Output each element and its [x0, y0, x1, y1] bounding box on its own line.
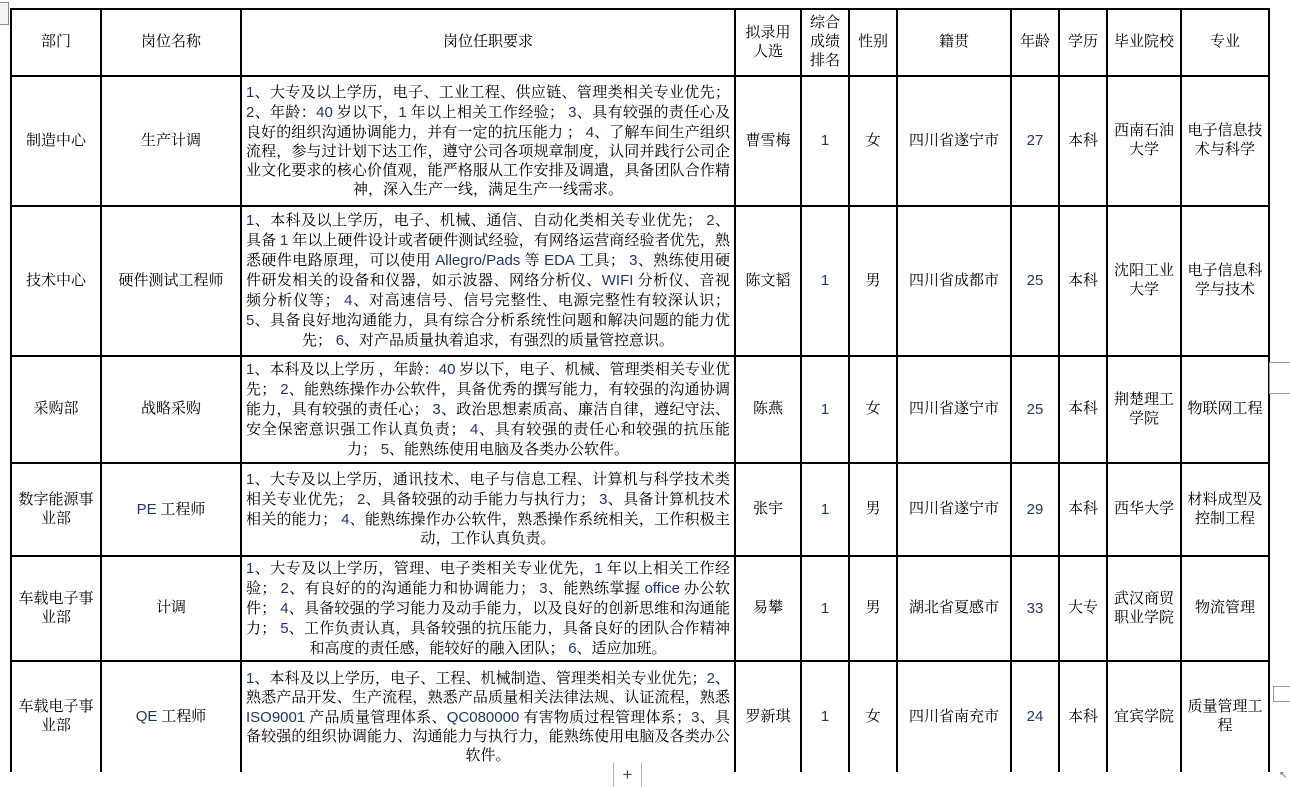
cell-rank[interactable]: 1 [801, 463, 849, 556]
cell-position[interactable]: PE 工程师 [101, 463, 241, 556]
table-row [11, 356, 1269, 463]
cell-rank[interactable]: 1 [801, 76, 849, 206]
header-cell-7[interactable]: 年龄 [1011, 9, 1059, 76]
cell-education[interactable]: 本科 [1059, 76, 1107, 206]
cell-candidate[interactable]: 罗新琪 [735, 661, 801, 773]
cell-hometown[interactable]: 湖北省夏感市 [897, 556, 1011, 661]
cell-hometown[interactable]: 四川省遂宁市 [897, 356, 1011, 463]
cell-major[interactable]: 物联网工程 [1181, 356, 1269, 463]
header-cell-5[interactable]: 性别 [849, 9, 897, 76]
header-cell-8[interactable]: 学历 [1059, 9, 1107, 76]
cell-rank[interactable]: 1 [801, 661, 849, 773]
cell-position[interactable]: 计调 [101, 556, 241, 661]
cell-department[interactable]: 制造中心 [11, 76, 101, 206]
cell-candidate[interactable]: 曹雪梅 [735, 76, 801, 206]
right-edge-fragment [1273, 686, 1290, 702]
cell-candidate[interactable]: 陈燕 [735, 356, 801, 463]
header-cell-1[interactable]: 岗位名称 [101, 9, 241, 76]
cell-department[interactable]: 车载电子事业部 [11, 661, 101, 773]
cell-requirements[interactable]: 1、大专及以上学历，电子、工业工程、供应链、管理类相关专业优先；2、年龄：40 岁以下，1 年以上相关工作经验； 3、具有较强的责任心及良好的组织沟通协调能力，并有一定的抗压能力 ； 4、了解车间生产组织流程，参与过计划下达工作，遵守公司各项规章制度，认同并践行公司企业文化要求的核心价值观，能严格服从工作安排及调遣，具备团队合作精神，深入生产一线，满足生产一线需求。 [241, 76, 735, 206]
cell-requirements[interactable]: 1、本科及以上学历，电子、机械、通信、自动化类相关专业优先； 2、具备 1 年以上硬件设计或者硬件测试经验，有网络运营商经验者优先，熟悉硬件电路原理，可以使用 Allegro/Pads 等 EDA 工具； 3、熟练使用硬件研发相关的设备和仪器，如示波器、网络分析仪、WIFI 分析仪、音视频分析仪等； 4、对高速信号、信号完整性、电源完整性有较深认识； 5、具备良好地沟通能力，具有综合分析系统性问题和解决问题的能力优先； 6、对产品质量执着追求，有强烈的质量管控意识。 [241, 206, 735, 356]
header-cell-10[interactable]: 专业 [1181, 9, 1269, 76]
cell-school[interactable]: 荆楚理工学院 [1107, 356, 1181, 463]
table-row [11, 76, 1269, 206]
cell-department[interactable]: 技术中心 [11, 206, 101, 356]
selection-cursor-icon: ↖ [1279, 770, 1288, 781]
cell-candidate[interactable]: 陈文韬 [735, 206, 801, 356]
cell-gender[interactable]: 男 [849, 556, 897, 661]
cell-position[interactable]: 战略采购 [101, 356, 241, 463]
cell-age[interactable]: 27 [1011, 76, 1059, 206]
sheet-tab-strip [0, 772, 1290, 787]
cell-hometown[interactable]: 四川省南充市 [897, 661, 1011, 773]
table-row [11, 556, 1269, 661]
cell-hometown[interactable]: 四川省成都市 [897, 206, 1011, 356]
right-scrollbar-fragment[interactable] [1269, 362, 1290, 394]
add-sheet-button[interactable]: + [613, 763, 642, 787]
cell-rank[interactable]: 1 [801, 356, 849, 463]
cell-school[interactable]: 宜宾学院 [1107, 661, 1181, 773]
cell-rank[interactable]: 1 [801, 556, 849, 661]
cell-education[interactable]: 本科 [1059, 356, 1107, 463]
cell-major[interactable]: 物流管理 [1181, 556, 1269, 661]
cell-school[interactable]: 沈阳工业大学 [1107, 206, 1181, 356]
cell-major[interactable]: 材料成型及控制工程 [1181, 463, 1269, 556]
cell-department[interactable]: 车载电子事业部 [11, 556, 101, 661]
cell-gender[interactable]: 男 [849, 463, 897, 556]
header-row [11, 9, 1269, 76]
header-cell-2[interactable]: 岗位任职要求 [241, 9, 735, 76]
header-cell-0[interactable]: 部门 [11, 9, 101, 76]
header-cell-6[interactable]: 籍贯 [897, 9, 1011, 76]
cell-gender[interactable]: 女 [849, 76, 897, 206]
cell-education[interactable]: 大专 [1059, 556, 1107, 661]
cell-school[interactable]: 西南石油大学 [1107, 76, 1181, 206]
table-body [11, 76, 1269, 773]
cell-position[interactable]: 硬件测试工程师 [101, 206, 241, 356]
header-cell-9[interactable]: 毕业院校 [1107, 9, 1181, 76]
cell-education[interactable]: 本科 [1059, 661, 1107, 773]
cell-requirements[interactable]: 1、大专及以上学历，通讯技术、电子与信息工程、计算机与科学技术类相关专业优先； 2、具备较强的动手能力与执行力； 3、具备计算机技术相关的能力； 4、能熟练操作办公软件，熟悉操作系统相关，工作积极主动，工作认真负责。 [241, 463, 735, 556]
recruitment-table [10, 8, 1270, 774]
cell-gender[interactable]: 女 [849, 356, 897, 463]
table-row [11, 206, 1269, 356]
cell-candidate[interactable]: 张宇 [735, 463, 801, 556]
cell-major[interactable]: 电子信息技术与科学 [1181, 76, 1269, 206]
top-left-ui-fragment [0, 2, 9, 25]
header-cell-4[interactable]: 综合成绩排名 [801, 9, 849, 76]
table-row [11, 463, 1269, 556]
cell-hometown[interactable]: 四川省遂宁市 [897, 463, 1011, 556]
header-cell-3[interactable]: 拟录用人选 [735, 9, 801, 76]
cell-position[interactable]: QE 工程师 [101, 661, 241, 773]
cell-rank[interactable]: 1 [801, 206, 849, 356]
cell-gender[interactable]: 女 [849, 661, 897, 773]
cell-gender[interactable]: 男 [849, 206, 897, 356]
cell-school[interactable]: 西华大学 [1107, 463, 1181, 556]
cell-department[interactable]: 数字能源事业部 [11, 463, 101, 556]
cell-requirements[interactable]: 1、本科及以上学历 ，年龄：40 岁以下，电子、机械、管理类相关专业优先； 2、能熟练操作办公软件，具备优秀的撰写能力，有较强的沟通协调能力，具有较强的责任心； 3、政治思想素质高、廉洁自律，遵纪守法、安全保密意识强工作认真负责； 4、具有较强的责任心和较强的抗压能力； 5、能熟练使用电脑及各类办公软件。 [241, 356, 735, 463]
cell-age[interactable]: 25 [1011, 206, 1059, 356]
cell-school[interactable]: 武汉商贸职业学院 [1107, 556, 1181, 661]
cell-position[interactable]: 生产计调 [101, 76, 241, 206]
cell-age[interactable]: 33 [1011, 556, 1059, 661]
cell-education[interactable]: 本科 [1059, 206, 1107, 356]
cell-major[interactable]: 质量管理工程 [1181, 661, 1269, 773]
cell-age[interactable]: 29 [1011, 463, 1059, 556]
cell-requirements[interactable]: 1、大专及以上学历，管理、电子类相关专业优先，1 年以上相关工作经验； 2、有良好的的沟通能力和协调能力； 3、能熟练掌握 office 办公软件； 4、具备较强的学习能力及动手能力，以及良好的创新思维和沟通能力； 5、工作负责认真，具备较强的抗压能力，具备良好的团队合作精神和高度的责任感，能较好的融入团队； 6、适应加班。 [241, 556, 735, 661]
table-row [11, 661, 1269, 773]
cell-department[interactable]: 采购部 [11, 356, 101, 463]
cell-age[interactable]: 24 [1011, 661, 1059, 773]
cell-candidate[interactable]: 易攀 [735, 556, 801, 661]
cell-requirements[interactable]: 1、本科及以上学历，电子、工程、机械制造、管理类相关专业优先；2、熟悉产品开发、生产流程，熟悉产品质量相关法律法规、认证流程，熟悉 ISO9001 产品质量管理体系、QC080000 有害物质过程管理体系；3、具备较强的组织协调能力、沟通能力与执行力，能熟练使用电脑及各类办公软件。 [241, 661, 735, 773]
cell-hometown[interactable]: 四川省遂宁市 [897, 76, 1011, 206]
cell-education[interactable]: 本科 [1059, 463, 1107, 556]
cell-age[interactable]: 25 [1011, 356, 1059, 463]
cell-major[interactable]: 电子信息科学与技术 [1181, 206, 1269, 356]
